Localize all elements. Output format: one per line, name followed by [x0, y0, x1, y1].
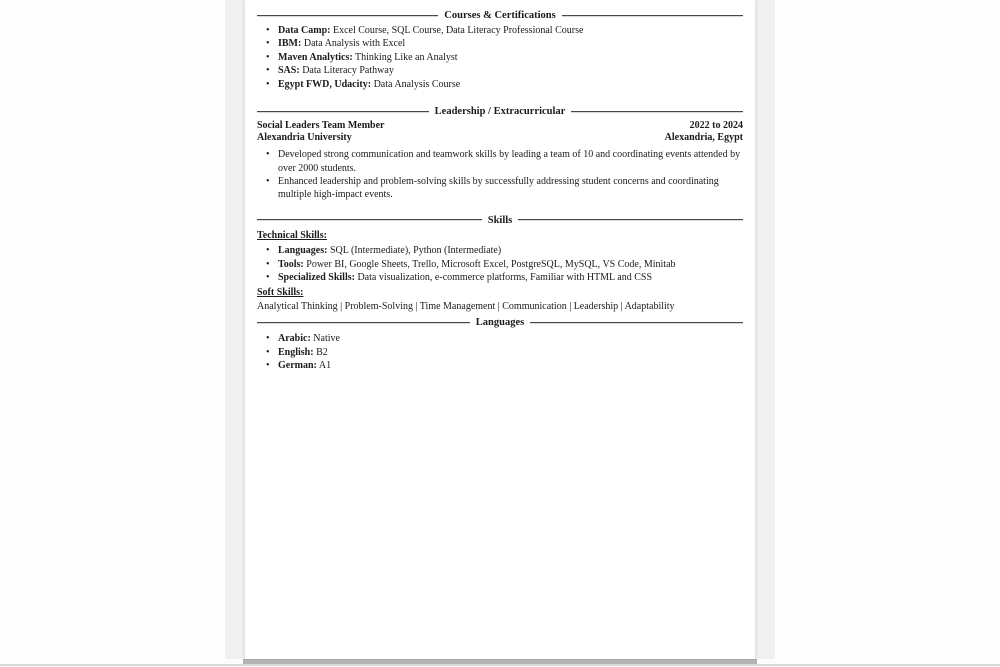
- section-title: Leadership / Extracurricular: [434, 105, 566, 117]
- item-text: Excel Course, SQL Course, Data Literacy Professional Course: [333, 25, 584, 36]
- section-rule-right: [562, 15, 743, 17]
- item-text: Data Literacy Pathway: [302, 65, 394, 77]
- soft-skills-text: Analytical Thinking | Problem-Solving | Time Management | Communication | Leadership | Adaptability: [257, 300, 675, 312]
- section-rule-left: [257, 111, 429, 113]
- list-item: [257, 64, 743, 77]
- role-title: Social Leaders Team Member: [257, 120, 385, 132]
- section-header-skills: [257, 214, 743, 227]
- item-text: Data visualization, e-commerce platforms, Familiar with HTML and CSS: [357, 272, 653, 284]
- item-label: Data Camp:: [278, 25, 331, 36]
- list-item: [257, 271, 743, 284]
- item-label: SAS:: [278, 65, 300, 77]
- leadership-list: [257, 148, 743, 202]
- resume-page: [245, 0, 755, 659]
- section-rule-left: [257, 219, 482, 221]
- section-rule-right: [518, 219, 743, 221]
- list-item: [257, 37, 743, 50]
- leadership-org-row: [257, 132, 743, 144]
- section-rule-right: [571, 111, 743, 113]
- scrollbar-track-line: [0, 664, 1000, 666]
- section-rule-right: [530, 322, 743, 324]
- section-header-languages: [257, 316, 743, 329]
- location: Alexandria, Egypt: [664, 131, 743, 143]
- list-item: [257, 78, 743, 91]
- section-title: Languages: [475, 317, 525, 329]
- item-label: Arabic:: [278, 333, 311, 345]
- list-item: [257, 258, 743, 271]
- item-label: Languages:: [278, 245, 328, 257]
- item-label: English:: [278, 346, 314, 358]
- role-dates: 2022 to 2024: [689, 120, 743, 132]
- courses-list: [257, 24, 743, 91]
- item-label: Tools:: [278, 258, 304, 270]
- item-label: Maven Analytics:: [278, 51, 353, 63]
- section-header-leadership: [257, 105, 743, 118]
- section-rule-left: [257, 15, 438, 17]
- list-item: [257, 24, 743, 37]
- item-text: SQL (Intermediate), Python (Intermediate): [329, 245, 502, 257]
- soft-skills-heading: Soft Skills:: [257, 287, 304, 299]
- item-text: Data Analysis with Excel: [303, 38, 406, 50]
- section-title: Skills: [487, 214, 513, 226]
- list-item: [257, 51, 743, 64]
- list-item: [257, 332, 743, 345]
- list-item: [257, 359, 743, 372]
- item-text: B2: [316, 346, 328, 358]
- horizontal-scrollbar-thumb[interactable]: [243, 659, 757, 664]
- item-text: Thinking Like an Analyst: [355, 51, 458, 63]
- section-title: Courses & Certifications: [444, 9, 556, 21]
- item-label: German:: [278, 360, 317, 372]
- item-label: Specialized Skills:: [278, 272, 355, 284]
- technical-skills-list: [257, 244, 743, 284]
- organization: Alexandria University: [257, 131, 352, 143]
- item-label: IBM:: [278, 38, 302, 50]
- leadership-role-row: [257, 120, 743, 132]
- list-item: [257, 244, 743, 257]
- languages-list: [257, 332, 743, 372]
- item-text: Power BI, Google Sheets, Trello, Microsoft Excel, PostgreSQL, MySQL, VS Code, Minitab: [306, 258, 676, 270]
- item-label: Egypt FWD, Udacity:: [278, 78, 372, 90]
- item-text: Data Analysis Course: [373, 78, 461, 90]
- list-item: • Enhanced leadership and problem-solving skills by successfully addressing student concerns and coordinating multiple high-impact events.: [257, 175, 743, 202]
- item-text: Native: [313, 333, 340, 345]
- section-header-courses: [257, 9, 743, 22]
- section-rule-left: [257, 322, 470, 324]
- item-text: A1: [318, 360, 332, 372]
- list-item: [257, 346, 743, 359]
- technical-skills-heading: Technical Skills:: [257, 229, 327, 241]
- list-item: • Developed strong communication and teamwork skills by leading a team of 10 and coordinating events attended by over 2000 students.: [257, 148, 743, 175]
